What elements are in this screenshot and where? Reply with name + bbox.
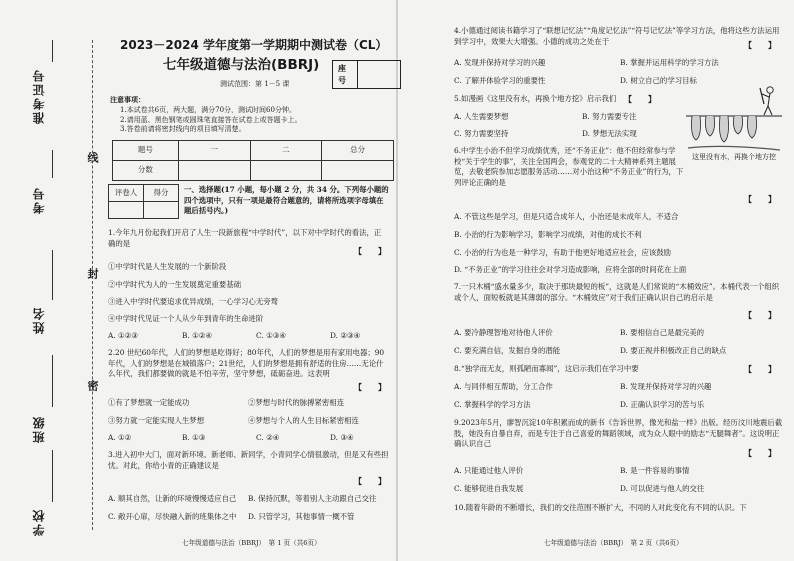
notice-block: [110, 96, 390, 135]
binding-strip: [0, 0, 99, 561]
answer-bracket[interactable]: 【 】: [744, 448, 776, 458]
q1-item: ②中学时代为人的一生发展奠定重要基础: [108, 280, 242, 289]
notice-heading: 注意事项：: [110, 96, 145, 104]
option[interactable]: D. ②③④: [330, 331, 361, 340]
school-label: 学校: [32, 508, 46, 536]
grader-cell[interactable]: [109, 202, 144, 219]
option[interactable]: D. 只管学习，其他事情一概不管: [248, 512, 355, 521]
option[interactable]: A. ①②③: [108, 331, 138, 340]
comic-digging-illustration: [684, 82, 784, 158]
exam-number-label: 准考证号: [32, 68, 46, 124]
score-header-cell: 总分: [322, 141, 394, 161]
answer-bracket[interactable]: 【 】: [624, 94, 656, 104]
seat-number-box: [332, 60, 401, 89]
page-1: [100, 0, 394, 561]
school-line: [52, 450, 53, 502]
exam-number-line: [52, 40, 53, 62]
option[interactable]: D. 可以促进与他人的交往: [620, 484, 705, 493]
q1-options: [108, 331, 360, 342]
option[interactable]: D. 梦想无法实现: [582, 129, 637, 138]
option[interactable]: D. 树立自己的学习目标: [620, 76, 697, 85]
option[interactable]: C. 敞开心扉，尽快融入新的班集体之中: [108, 512, 237, 521]
name-label: 姓名: [32, 306, 46, 334]
option[interactable]: C. ①③④: [256, 331, 286, 340]
room-line: [52, 150, 53, 178]
section1-heading: [184, 185, 390, 217]
option[interactable]: B. 保持沉默，等着别人主动跟自己交往: [248, 494, 377, 503]
option[interactable]: A. 与同伴相互帮助，分工合作: [454, 382, 553, 391]
option[interactable]: B. ①②④: [182, 331, 213, 340]
seal-char-feng: 封: [86, 268, 99, 279]
seat-label: 座号: [338, 63, 346, 85]
question-5-stem: 5.如漫画《这里没有水，再换个地方挖》启示我们: [454, 94, 617, 103]
option[interactable]: A. 发现并保持对学习的兴趣: [454, 58, 546, 67]
answer-bracket[interactable]: 【 】: [744, 364, 776, 374]
section1-text: 一、选择题(17 小题，每小题 2 分，共 34 分。下列每小题的四个选项中，只有一项是最符合题意的，请将所选项字母填在题后括号内。): [184, 185, 389, 216]
option[interactable]: B. 小治的行为影响学习，影响学习成绩，对他的成长不利: [454, 230, 642, 239]
notice-item: 2.请用蓝、黑色钢笔或圆珠笔直接答在试卷上或答题卡上。: [120, 115, 302, 124]
seal-char-xian: 线: [86, 152, 99, 163]
option[interactable]: D. 要正视并积极改正自己的缺点: [620, 346, 727, 355]
q2-item: ④梦想与个人的人生目标紧密相连: [248, 416, 359, 425]
option[interactable]: C. 能够促进自我发展: [454, 484, 524, 493]
answer-bracket[interactable]: 【 】: [354, 476, 386, 486]
option[interactable]: A. 只能通过他人评价: [454, 466, 524, 475]
seat-input[interactable]: [357, 61, 400, 88]
score-header-cell: 二: [250, 141, 322, 161]
score-row-label: 分数: [113, 161, 179, 181]
test-range: 测试范围：第 1－5 课: [220, 80, 290, 88]
option[interactable]: B. 要相信自己是最完美的: [620, 328, 705, 337]
option[interactable]: A. 人生需要梦想: [454, 112, 509, 121]
option[interactable]: A. 顺其自然，让新的环境慢慢适应自己: [108, 494, 237, 503]
page-footer: 七年级道德与法治（BBRJ） 第 1 页（共6页）: [182, 539, 321, 548]
option[interactable]: D. 正确认识学习的苦与乐: [620, 400, 705, 409]
option[interactable]: B. ①③: [182, 433, 206, 442]
answer-bracket[interactable]: 【 】: [744, 310, 776, 320]
comic-caption: 这里没有水，再换个地方挖: [692, 153, 776, 161]
option[interactable]: A. 不管这些是学习，但是只适合成年人，小治还是未成年人，不适合: [454, 212, 679, 221]
notice-item: 1.本试卷共6页，两大题，满分70分，测试时间60分钟。: [120, 105, 296, 114]
class-line: [52, 355, 53, 407]
question-2-stem: 2.20 世纪60年代，人们的梦想是吃得好；80年代，人们的梦想是用有家用电器；90年代，人们的梦想是在城镇落户；21世纪，人们的梦想是拥有舒适的住房……无论什么年代，我们都要做的就是不怕辛劳，坚守梦想，砥砺奋进。这表明: [108, 348, 385, 379]
answer-bracket[interactable]: 【 】: [354, 246, 386, 256]
score-cell[interactable]: [250, 161, 322, 181]
question-10-stem: 10.随着年龄的不断增长，我们的交往范围不断扩大，不同的人对此变化有不同的认识。下: [454, 503, 747, 512]
page-footer: 七年级道德与法治（BBRJ） 第 2 页（共6页）: [544, 539, 683, 548]
q2-item: ②梦想与时代的脉搏紧密相连: [248, 398, 345, 407]
class-label: 班级: [32, 415, 46, 443]
q2-item: ③努力就一定能实现人生梦想: [108, 416, 205, 425]
score-header-cell: 题号: [113, 141, 179, 161]
answer-bracket[interactable]: 【 】: [354, 382, 386, 392]
q2-options: [108, 433, 354, 444]
question-9-stem: 9.2023年5月，廖智沉淀10年积累而成的新书《告诉世界，像光和盐一样》出版。经历汶川地震后截肢，她没有自暴自弃，而是专注于自己喜爱的舞蹈领域，成为众人眼中的励志“无腿舞者”。这说明正确认识自己: [454, 418, 783, 449]
option[interactable]: B. 是一件容易的事情: [620, 466, 690, 475]
grader-label: 评卷人: [109, 185, 144, 202]
option[interactable]: B. 努力需要专注: [582, 112, 637, 121]
option[interactable]: B. 发现并保持对学习的兴趣: [620, 382, 712, 391]
option[interactable]: C. 了解并体验学习的重要性: [454, 76, 546, 85]
score-table: [112, 140, 394, 181]
option[interactable]: C. 掌握科学的学习方法: [454, 400, 531, 409]
q1-item: ①中学时代是人生发展的一个新阶段: [108, 262, 227, 271]
seal-line: [92, 40, 93, 530]
exam-title: 2023－2024 学年度第一学期期中测试卷（CL）: [120, 38, 388, 52]
score-label: 得分: [144, 185, 179, 202]
question-7-stem: 7.一只木桶“盛水量多少，取决于那块最短的板”，这就是人们常说的“木桶效应”。本桶代表一个组织或个人，面短板就是其薄弱的部分。“木桶效应”对于我们正确认识自己的启示是: [454, 282, 780, 302]
grader-score-cell[interactable]: [144, 202, 179, 219]
score-header-cell: 一: [178, 141, 250, 161]
seal-char-mi: 密: [86, 380, 99, 391]
option[interactable]: A. 要冷静理智地对待他人评价: [454, 328, 553, 337]
option[interactable]: B. 掌握并运用科学的学习方法: [620, 58, 719, 67]
answer-bracket[interactable]: 【 】: [744, 194, 776, 204]
option[interactable]: D. ③④: [330, 433, 354, 442]
question-3-stem: 3.进入初中大门，面对新环境、新老师、新同学，小青同学心情很激动，但是又有些担忧。对此，你给小青的正确建议是: [108, 450, 389, 470]
question-4-stem: 4.小德通过阅读书籍学习了“联想记忆法”“角度记忆法”“符号记忆法”等学习方法，他将这些方法运用到学习中，效果大大增强。小德的成功之处在于: [454, 26, 780, 46]
score-cell[interactable]: [178, 161, 250, 181]
room-label: 考号: [32, 186, 46, 214]
page-2: [402, 0, 788, 561]
question-1-stem: 1.今年九月份起我们开启了人生一段新旅程“中学时代”，以下对中学时代的看法，正确的是: [108, 228, 382, 248]
option[interactable]: C. ②④: [256, 433, 280, 442]
option[interactable]: C. 小治的行为也是一种学习，有助于他更好地适应社会，应该鼓励: [454, 248, 672, 257]
option[interactable]: C. 努力需要坚持: [454, 129, 509, 138]
grader-table: [108, 184, 179, 219]
question-8-stem: 8.“独学而无友，则孤陋而寡闻”，这启示我们在学习中要: [454, 364, 639, 373]
score-cell[interactable]: [322, 161, 394, 181]
q1-item: ④中学时代见证一个人从少年到青年的生命进阶: [108, 314, 264, 323]
question-6-stem: 6.中学生小治不但学习成绩优秀，还“不务正业”：他不但经常参与学校“关于学生的事”，关注全国两会，参观党的二十大精神系列主题展览，去敬老院参加志愿服务活动……对小治这种“不务正业”的行为，下列评论正确的是: [454, 146, 684, 188]
q1-item: ③进入中学时代要追求优异成绩，一心学习心无旁骛: [108, 297, 278, 306]
option[interactable]: D. “不务正业”的学习往往会对学习造成影响，应将全部的时间花在上面: [454, 265, 687, 274]
q2-item: ①有了梦想就一定能成功: [108, 398, 190, 407]
option[interactable]: A. ①②: [108, 433, 132, 442]
answer-bracket[interactable]: 【 】: [744, 40, 776, 50]
subject-title: 七年级道德与法治(BBRJ): [163, 57, 320, 73]
notice-item: 3.答卷前请将密封线内的项目填写清楚。: [120, 125, 246, 134]
name-line: [52, 250, 53, 300]
option[interactable]: C. 要充满自信，发掘自身的潜能: [454, 346, 561, 355]
